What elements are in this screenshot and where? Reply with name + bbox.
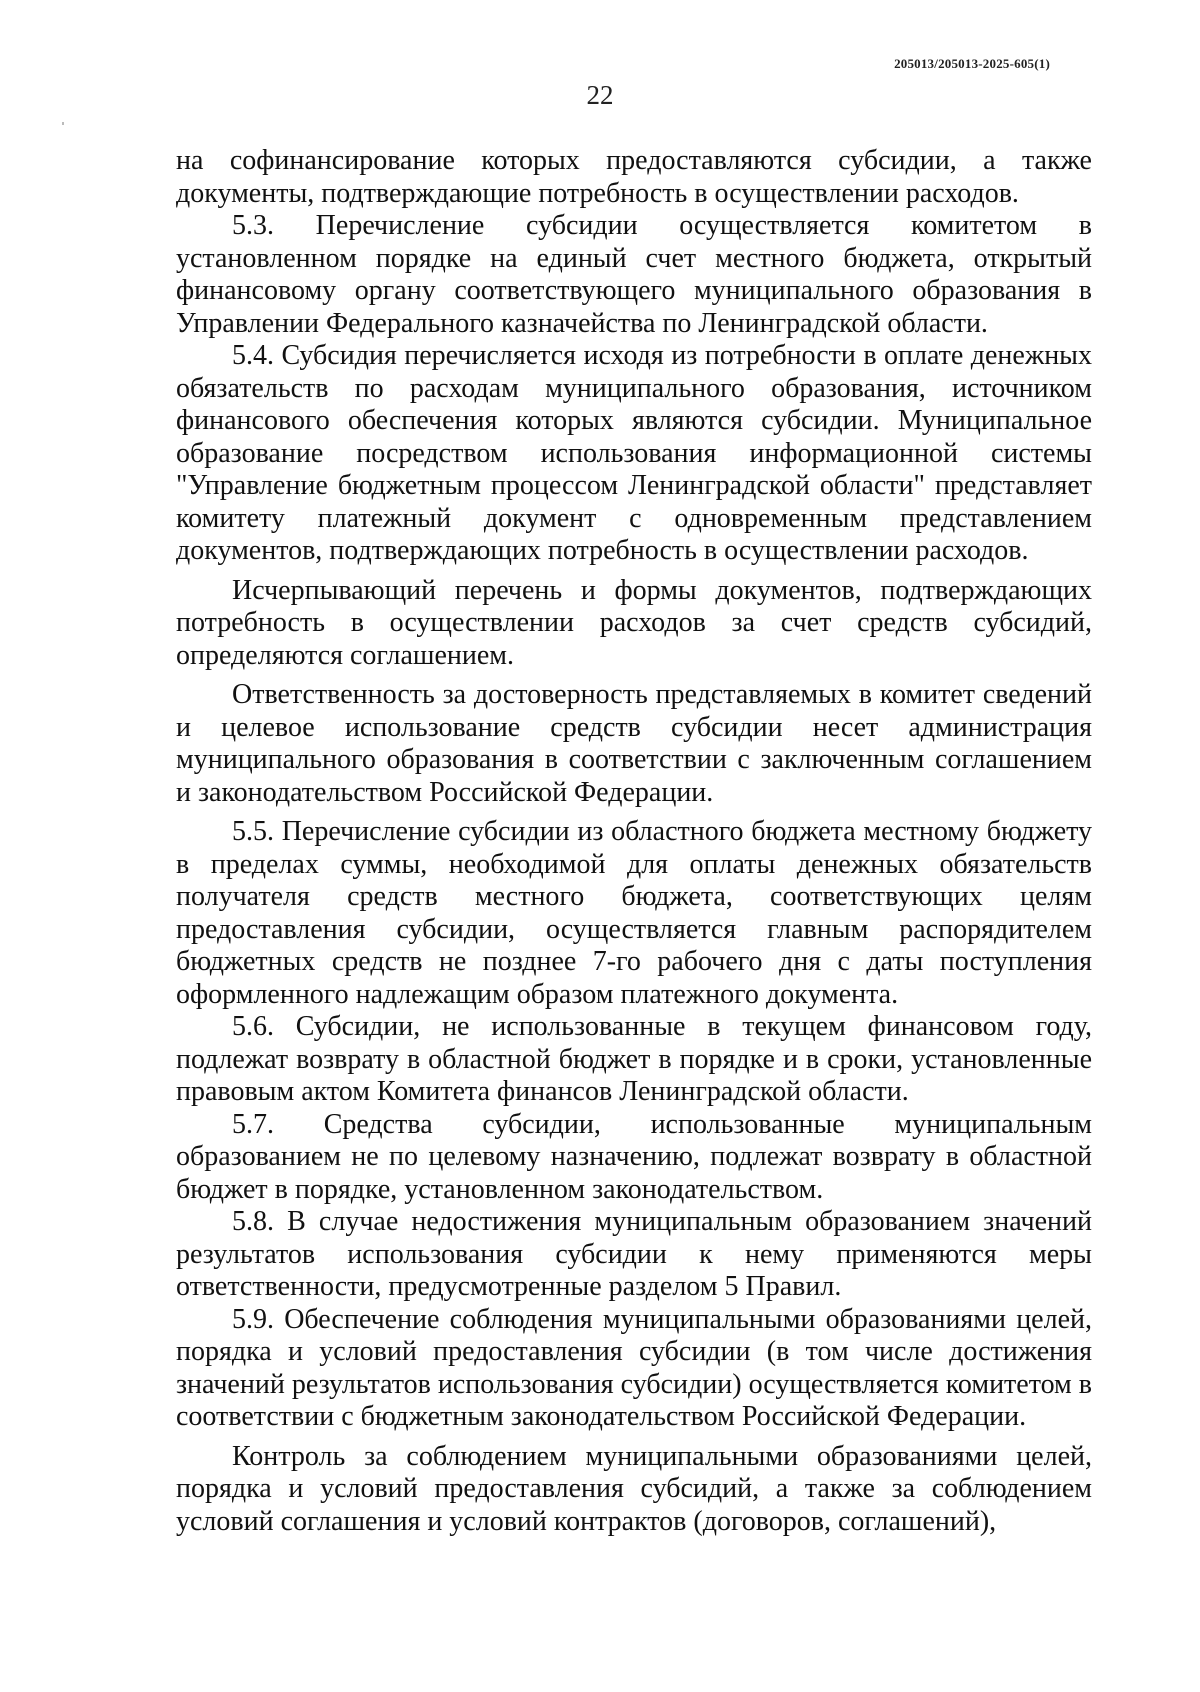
paragraph-responsibility: Ответственность за достоверность представляемых в комитет сведений и целевое использование средств субсидии несет администрация муниципального образования в соответствии с заключенным соглашением и законодательством Российской Федерации. — [176, 679, 1092, 808]
scan-speck — [62, 122, 64, 125]
page-number: 22 — [586, 80, 614, 110]
paragraph-control: Контроль за соблюдением муниципальными образованиями целей, порядка и условий предоставления субсидий, а также за соблюдением условий соглашения и условий контрактов (договоров, соглашений), — [176, 1440, 1092, 1537]
paragraph-5-4: 5.4. Субсидия перечисляется исходя из потребности в оплате денежных обязательств по расходам муниципального образования, источником финансового обеспечения которых являются субсидии. Муниципальное образование посредством использования информационной системы "Управление бюджетным процессом Ленинградской области" представляет комитету платежный документ с одновременным представлением документов, подтверждающих потребность в осуществлении расходов. — [176, 340, 1092, 566]
document-body — [176, 145, 1092, 1538]
paragraph-continuation: на софинансирование которых предоставляются субсидии, а также документы, подтверждающие потребность в осуществлении расходов. — [176, 145, 1092, 209]
paragraph-5-7: 5.7. Средства субсидии, использованные муниципальным образованием не по целевому назначению, подлежат возврату в областной бюджет в порядке, установленном законодательством. — [176, 1108, 1092, 1205]
paragraph-5-5: 5.5. Перечисление субсидии из областного бюджета местному бюджету в пределах суммы, необходимой для оплаты денежных обязательств получателя средств местного бюджета, соответствующих целям предоставления субсидии, осуществляется главным распорядителем бюджетных средств не позднее 7-го рабочего дня с даты поступления оформленного надлежащим образом платежного документа. — [176, 816, 1092, 1010]
document-code: 205013/205013-2025-605(1) — [894, 56, 1050, 71]
paragraph-5-9: 5.9. Обеспечение соблюдения муниципальными образованиями целей, порядка и условий предоставления субсидии (в том числе достижения значений результатов использования субсидии) осуществляется комитетом в соответствии с бюджетным законодательством Российской Федерации. — [176, 1303, 1092, 1432]
paragraph-5-8: 5.8. В случае недостижения муниципальным образованием значений результатов использования субсидии к нему применяются меры ответственности, предусмотренные разделом 5 Правил. — [176, 1206, 1092, 1302]
paragraph-documents-list: Исчерпывающий перечень и формы документов, подтверждающих потребность в осуществлении расходов за счет средств субсидий, определяются соглашением. — [176, 574, 1092, 671]
paragraph-5-6: 5.6. Субсидии, не использованные в текущем финансовом году, подлежат возврату в областной бюджет в порядке и в сроки, установленные правовым актом Комитета финансов Ленинградской области. — [176, 1011, 1092, 1107]
paragraph-5-3: 5.3. Перечисление субсидии осуществляется комитетом в установленном порядке на единый счет местного бюджета, открытый финансовому органу соответствующего муниципального образования в Управлении Федерального казначейства по Ленинградской области. — [176, 210, 1092, 339]
